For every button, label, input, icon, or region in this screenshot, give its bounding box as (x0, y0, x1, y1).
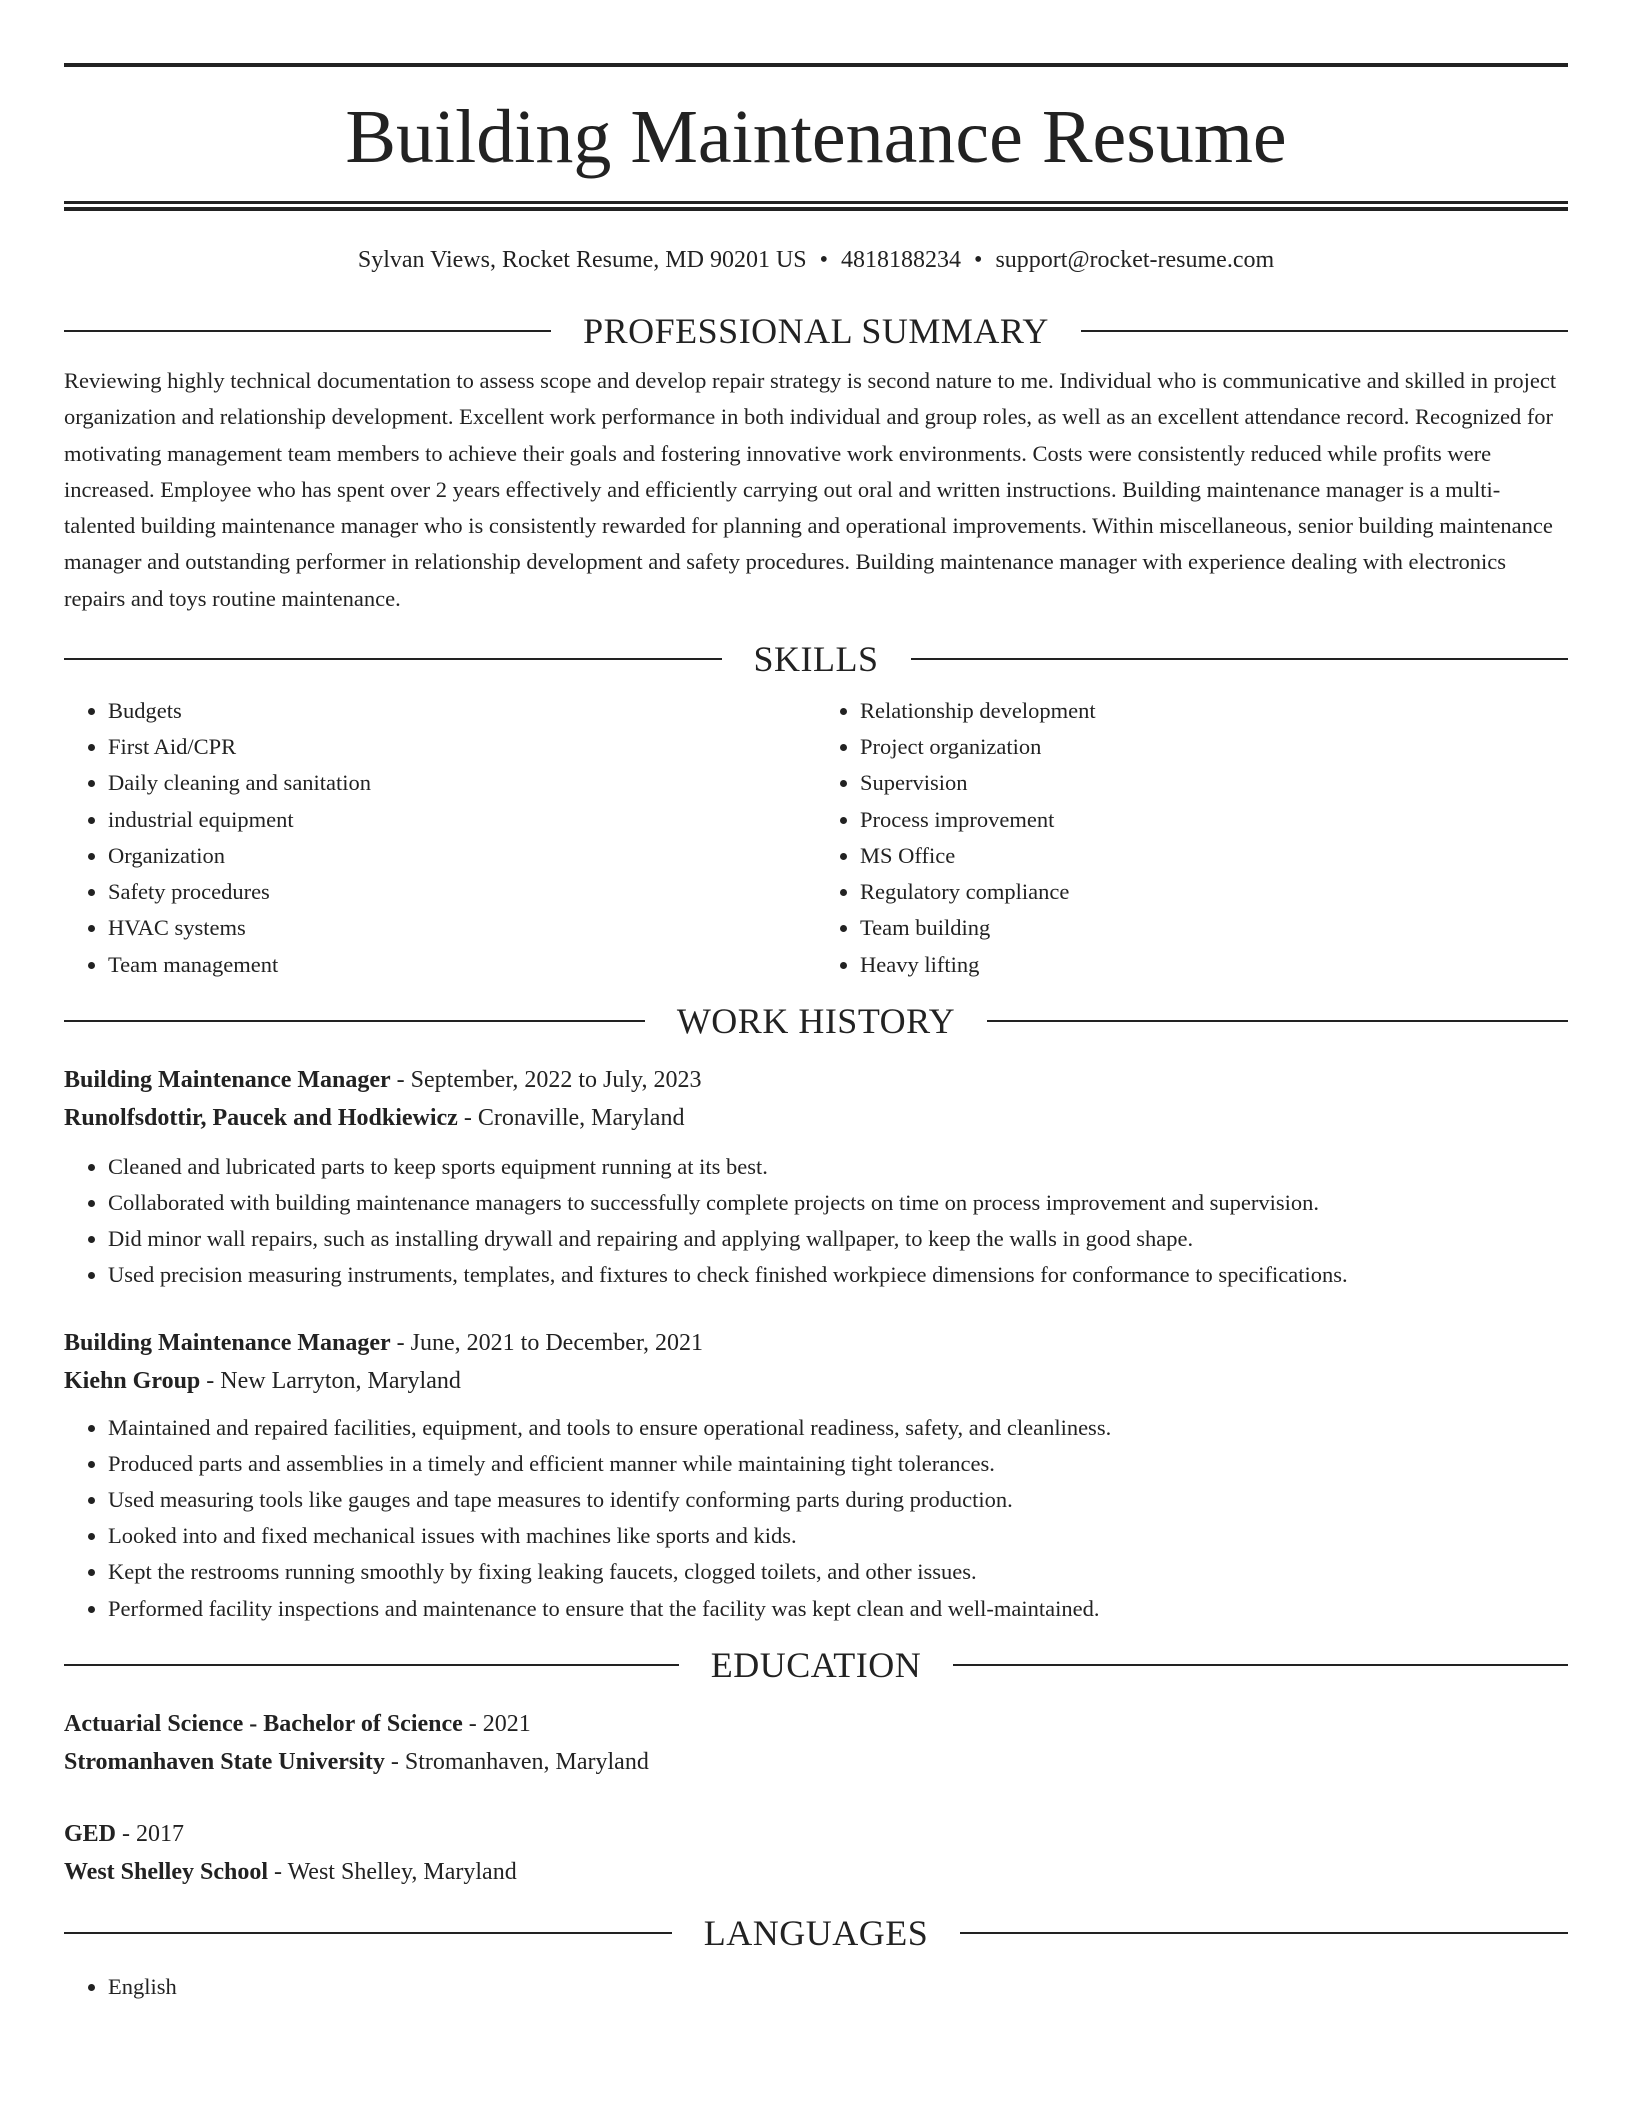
skills-list-left (64, 693, 816, 983)
skill-item: • industrial equipment (108, 802, 816, 838)
job-title: Building Maintenance Manager (64, 1329, 391, 1356)
job-location: New Larryton, Maryland (220, 1367, 461, 1394)
skills-columns (64, 693, 1568, 983)
section-rule (64, 1020, 645, 1022)
skill-item: • Team management (108, 947, 816, 983)
skill-item: • Heavy lifting (860, 947, 1568, 983)
dash: - (390, 1066, 411, 1093)
education-degree-line (64, 1815, 1568, 1853)
job-bullets (64, 1410, 1568, 1627)
resume-page (64, 0, 1568, 2005)
section-header-languages (64, 1911, 1568, 1955)
education-year: 2021 (482, 1710, 531, 1737)
contact-separator: • (974, 247, 983, 273)
contact-line (64, 245, 1568, 275)
language-item: • English (108, 1969, 1568, 2005)
section-rule (64, 330, 551, 332)
section-title-skills: SKILLS (753, 639, 879, 680)
job-bullet: • Used measuring tools like gauges and tape measures to identify conforming parts during production. (108, 1482, 1568, 1518)
skill-item: • Budgets (108, 693, 816, 729)
skill-item: • Project organization (860, 729, 1568, 765)
job-bullet: • Looked into and fixed mechanical issues with machines like sports and kids. (108, 1518, 1568, 1554)
dash: - (457, 1104, 478, 1131)
skill-item: • First Aid/CPR (108, 729, 816, 765)
job-title: Building Maintenance Manager (64, 1066, 391, 1093)
dash: - (200, 1367, 221, 1394)
job-bullet: • Did minor wall repairs, such as installing drywall and repairing and applying wallpaper, to keep the walls in good shape. (108, 1221, 1568, 1257)
job-bullet: • Used precision measuring instruments, templates, and fixtures to check finished workpiece dimensions for conformance to specifications. (108, 1257, 1568, 1293)
education-year: 2017 (136, 1820, 185, 1847)
job-bullet: • Produced parts and assemblies in a timely and efficient manner while maintaining tight tolerances. (108, 1446, 1568, 1482)
section-rule (953, 1664, 1568, 1666)
contact-phone: 4818188234 (841, 247, 962, 273)
section-title-languages: LANGUAGES (703, 1912, 929, 1953)
skill-item: • Safety procedures (108, 874, 816, 910)
section-rule (911, 658, 1569, 660)
job-company: Kiehn Group (64, 1367, 201, 1394)
section-rule (1081, 330, 1568, 332)
job-bullet: • Kept the restrooms running smoothly by fixing leaking faucets, clogged toilets, and other issues. (108, 1554, 1568, 1590)
skills-list-right (816, 693, 1568, 983)
skill-item: • Daily cleaning and sanitation (108, 765, 816, 801)
skill-item: • Organization (108, 838, 816, 874)
job-entry (64, 1061, 1568, 1294)
top-rule (64, 63, 1568, 67)
section-header-work (64, 999, 1568, 1043)
education-school: West Shelley School (64, 1858, 269, 1885)
job-location: Cronaville, Maryland (477, 1104, 685, 1131)
dash: - (116, 1820, 137, 1847)
contact-separator: • (819, 247, 829, 273)
job-company-line (64, 1099, 1568, 1137)
section-title-work: WORK HISTORY (676, 1000, 956, 1041)
education-degree: Actuarial Science - Bachelor of Science (64, 1710, 463, 1737)
dash: - (268, 1858, 288, 1885)
dash: - (384, 1748, 405, 1775)
section-rule (960, 1932, 1568, 1934)
professional-summary-text: Reviewing highly technical documentation to assess scope and develop repair strategy is second nature to me. Individual who is communicative and skilled in project organization and relationship development. Excellent work performance in both individual and group roles, as well as an excellent attendance record. Recognized for motivating management team members to achieve their goals and fostering innovative work environments. Costs were consistently reduced while profits were increased. Employee who has spent over 2 years effectively and efficiently carrying out oral and written instructions. Building maintenance manager is a multi-talented building maintenance manager who is consistently rewarded for planning and operational improvements. Within miscellaneous, senior building maintenance manager and outstanding performer in relationship development and safety procedures. Building maintenance manager with experience dealing with electronics repairs and toys routine maintenance. (64, 368, 1557, 611)
section-rule (64, 1664, 679, 1666)
job-dates: September, 2022 to July, 2023 (410, 1066, 702, 1093)
section-rule (64, 658, 722, 660)
education-degree-line (64, 1705, 1568, 1743)
education-location: Stromanhaven, Maryland (404, 1748, 649, 1775)
job-title-line (64, 1324, 1568, 1362)
skill-item: • Regulatory compliance (860, 874, 1568, 910)
job-entry (64, 1324, 1568, 1627)
job-company: Runolfsdottir, Paucek and Hodkiewicz (64, 1104, 458, 1131)
title-double-rule (64, 201, 1568, 211)
contact-address: Sylvan Views, Rocket Resume, MD 90201 US (357, 247, 807, 273)
dash: - (462, 1710, 483, 1737)
skill-item: • HVAC systems (108, 910, 816, 946)
skill-item: • Process improvement (860, 802, 1568, 838)
section-title-summary: PROFESSIONAL SUMMARY (583, 311, 1049, 351)
job-bullet: • Performed facility inspections and maintenance to ensure that the facility was kept clean and well-maintained. (108, 1591, 1568, 1627)
education-degree: GED (64, 1820, 117, 1847)
education-entry (64, 1705, 1568, 1781)
job-bullets (64, 1149, 1568, 1294)
job-dates: June, 2021 to December, 2021 (410, 1329, 703, 1356)
job-title-line (64, 1061, 1568, 1099)
education-school-line (64, 1853, 1568, 1891)
education-entry (64, 1815, 1568, 1891)
dash: - (390, 1329, 411, 1356)
skill-item: • Relationship development (860, 693, 1568, 729)
contact-email: support@rocket-resume.com (995, 247, 1275, 273)
skill-item: • Supervision (860, 765, 1568, 801)
section-header-skills (64, 637, 1568, 681)
skill-item: • MS Office (860, 838, 1568, 874)
section-header-summary (64, 309, 1568, 353)
section-header-education (64, 1643, 1568, 1687)
job-bullet: • Cleaned and lubricated parts to keep sports equipment running at its best. (108, 1149, 1568, 1185)
languages-list (64, 1969, 1568, 2005)
section-rule (987, 1020, 1568, 1022)
job-bullet: • Collaborated with building maintenance managers to successfully complete projects on time on process improvement and supervision. (108, 1185, 1568, 1221)
section-title-education: EDUCATION (710, 1644, 922, 1685)
education-school: Stromanhaven State University (64, 1748, 385, 1775)
education-school-line (64, 1743, 1568, 1781)
resume-title: Building Maintenance Resume (345, 95, 1287, 179)
section-rule (64, 1932, 672, 1934)
skill-item: • Team building (860, 910, 1568, 946)
job-bullet: • Maintained and repaired facilities, equipment, and tools to ensure operational readiness, safety, and cleanliness. (108, 1410, 1568, 1446)
job-company-line (64, 1362, 1568, 1400)
education-location: West Shelley, Maryland (287, 1858, 517, 1885)
